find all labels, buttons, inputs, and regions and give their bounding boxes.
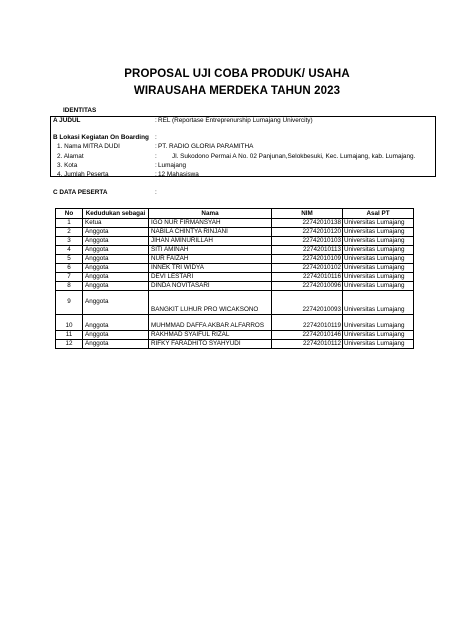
cell-nama: BANGKIT LUHUR PRO WICAKSONO bbox=[149, 290, 272, 314]
cell-nama: RIFKY FARADHITO SYAHYUDI bbox=[149, 339, 272, 348]
jumlah-value: 12 Mahasiswa bbox=[158, 171, 199, 178]
cell-no: 10 bbox=[56, 314, 83, 330]
jumlah-colon: : bbox=[155, 171, 157, 178]
cell-asal-pt: Universitas Lumajang bbox=[343, 227, 414, 236]
table-row bbox=[56, 227, 414, 236]
header-asal-pt: Asal PT bbox=[343, 209, 414, 219]
lokasi-label: B Lokasi Kegiatan On Boarding bbox=[53, 134, 149, 141]
table-row bbox=[56, 330, 414, 339]
cell-asal-pt: Universitas Lumajang bbox=[343, 263, 414, 272]
cell-kedudukan: Anggota bbox=[83, 290, 149, 314]
cell-kedudukan: Anggota bbox=[83, 330, 149, 339]
table-row bbox=[56, 236, 414, 245]
cell-nama: RAKHMAD SYAIFUL RIZAL bbox=[149, 330, 272, 339]
cell-asal-pt: Universitas Lumajang bbox=[343, 339, 414, 348]
cell-nama: NUR FAIZAH bbox=[149, 254, 272, 263]
cell-kedudukan: Anggota bbox=[83, 272, 149, 281]
table-row bbox=[56, 263, 414, 272]
identitas-heading: IDENTITAS bbox=[63, 107, 97, 114]
cell-nama: NABILA CHINTYA RINJANI bbox=[149, 227, 272, 236]
cell-kedudukan: Anggota bbox=[83, 263, 149, 272]
kota-label: 3. Kota bbox=[57, 162, 78, 169]
kota-colon: : bbox=[155, 162, 157, 169]
cell-asal-pt: Universitas Lumajang bbox=[343, 218, 414, 227]
cell-nim: 22742010113 bbox=[272, 245, 343, 254]
table-row bbox=[56, 290, 414, 314]
judul-label: A JUDUL bbox=[53, 117, 81, 124]
cell-nim: 22742010112 bbox=[272, 339, 343, 348]
cell-nim: 22742010116 bbox=[272, 272, 343, 281]
jumlah-label: 4. Jumlah Peserta bbox=[57, 171, 109, 178]
alamat-label: 2. Alamat bbox=[57, 153, 84, 160]
cell-kedudukan: Anggota bbox=[83, 281, 149, 290]
cell-asal-pt: Universitas Lumajang bbox=[343, 272, 414, 281]
table-row bbox=[56, 218, 414, 227]
table-row bbox=[56, 245, 414, 254]
cell-nim: 22742010146 bbox=[272, 330, 343, 339]
cell-nim: 22742010096 bbox=[272, 281, 343, 290]
alamat-colon: : bbox=[155, 153, 157, 160]
cell-asal-pt: Universitas Lumajang bbox=[343, 330, 414, 339]
cell-no: 11 bbox=[56, 330, 83, 339]
lokasi-colon: : bbox=[155, 134, 157, 141]
cell-asal-pt: Universitas Lumajang bbox=[343, 290, 414, 314]
cell-kedudukan: Anggota bbox=[83, 254, 149, 263]
document-title-line2: WIRAUSAHA MERDEKA TAHUN 2023 bbox=[133, 85, 341, 97]
cell-nim: 22742010119 bbox=[272, 314, 343, 330]
cell-no: 3 bbox=[56, 236, 83, 245]
cell-nim: 22742010102 bbox=[272, 263, 343, 272]
cell-no: 7 bbox=[56, 272, 83, 281]
cell-no: 2 bbox=[56, 227, 83, 236]
cell-kedudukan: Anggota bbox=[83, 227, 149, 236]
cell-kedudukan: Anggota bbox=[83, 236, 149, 245]
table-row bbox=[56, 281, 414, 290]
cell-kedudukan: Anggota bbox=[83, 339, 149, 348]
header-kedudukan: Kedudukan sebagai bbox=[83, 209, 149, 219]
cell-asal-pt: Universitas Lumajang bbox=[343, 281, 414, 290]
cell-nim: 22742010093 bbox=[272, 290, 343, 314]
cell-nama: DEVI LESTARI bbox=[149, 272, 272, 281]
table-row bbox=[56, 272, 414, 281]
judul-value: REL (Reportase Entreprenurship Lumajang Univercity) bbox=[158, 117, 313, 124]
cell-no: 1 bbox=[56, 218, 83, 227]
header-nim: NIM bbox=[272, 209, 343, 219]
mitra-value: PT. RADIO GLORIA PARAMITHA bbox=[158, 143, 254, 150]
cell-asal-pt: Universitas Lumajang bbox=[343, 254, 414, 263]
document-title-line1: PROPOSAL UJI COBA PRODUK/ USAHA bbox=[124, 68, 350, 80]
cell-no: 6 bbox=[56, 263, 83, 272]
cell-nama: JIHAN AMINURILLAH bbox=[149, 236, 272, 245]
mitra-label: 1. Nama MITRA DUDI bbox=[57, 143, 120, 150]
cell-kedudukan: Anggota bbox=[83, 314, 149, 330]
cell-nama: INNEK TRI WIDYA bbox=[149, 263, 272, 272]
cell-kedudukan: Anggota bbox=[83, 245, 149, 254]
cell-no: 8 bbox=[56, 281, 83, 290]
table-row bbox=[56, 254, 414, 263]
cell-nim: 22742010103 bbox=[272, 236, 343, 245]
cell-no: 9 bbox=[56, 290, 83, 314]
cell-no: 5 bbox=[56, 254, 83, 263]
header-nama: Nama bbox=[149, 209, 272, 219]
judul-colon: : bbox=[155, 117, 157, 124]
cell-nim: 22742010138 bbox=[272, 218, 343, 227]
cell-nama: DINDA NOVITASARI bbox=[149, 281, 272, 290]
table-row bbox=[56, 314, 414, 330]
cell-kedudukan: Ketua bbox=[83, 218, 149, 227]
cell-nim: 22742010109 bbox=[272, 254, 343, 263]
data-peserta-heading: C DATA PESERTA bbox=[53, 189, 108, 196]
table-header-row bbox=[56, 209, 414, 219]
cell-nim: 22742010120 bbox=[272, 227, 343, 236]
cell-no: 12 bbox=[56, 339, 83, 348]
cell-asal-pt: Universitas Lumajang bbox=[343, 236, 414, 245]
cell-no: 4 bbox=[56, 245, 83, 254]
cell-asal-pt: Universitas Lumajang bbox=[343, 245, 414, 254]
cell-nama: MUHMMAD DAFFA AKBAR ALFARROS bbox=[149, 314, 272, 330]
cell-nama: IGO NUR FIRMANSYAH bbox=[149, 218, 272, 227]
kota-value: Lumajang bbox=[158, 162, 187, 169]
data-peserta-colon: : bbox=[155, 189, 157, 196]
participants-table bbox=[55, 208, 414, 349]
table-row bbox=[56, 339, 414, 348]
mitra-colon: : bbox=[155, 143, 157, 150]
cell-asal-pt: Universitas Lumajang bbox=[343, 314, 414, 330]
alamat-value: Jl. Sukodono Permai A No. 02 Panjunan,Selokbesuki, Kec. Lumajang, kab. Lumajang. bbox=[172, 153, 416, 160]
header-no: No bbox=[56, 209, 83, 219]
cell-nama: SITI AMINAH bbox=[149, 245, 272, 254]
